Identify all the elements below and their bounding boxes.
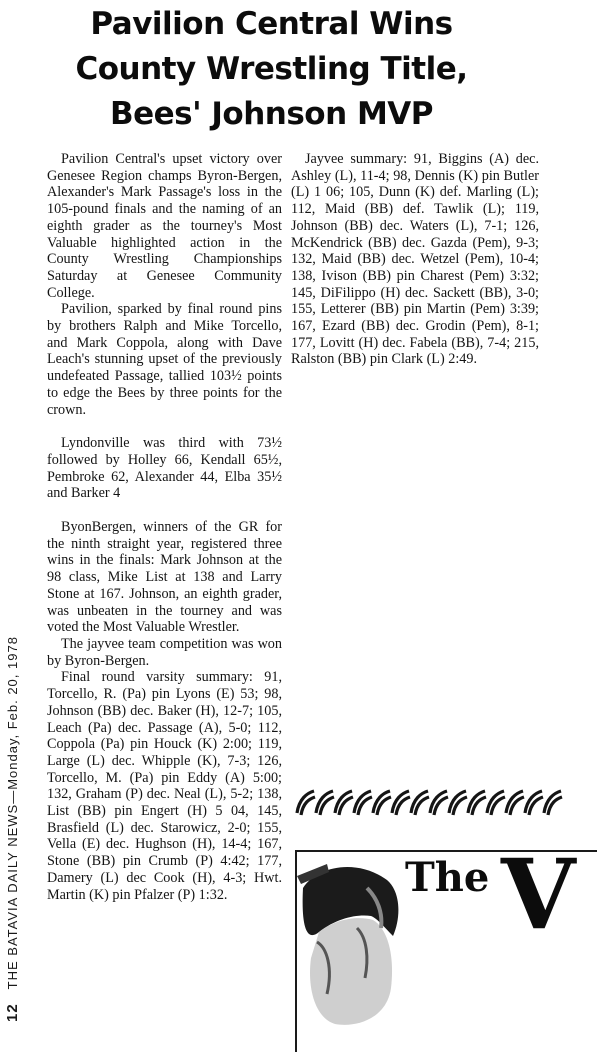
portrait-photo-icon: [297, 858, 401, 1028]
article-paragraph: Lyndonville was third with 73½ followed by Holley 66, Kendall 65½, Pembroke 62, Alexander 44, Elba 35½ and Barker 4: [47, 435, 282, 502]
article-paragraph: ByonBergen, winners of the GR for the ninth straight year, registered three wins in the finals: Mark Johnson at the 98 class, Mike List at 138 and Larry Stone at 167. Johnson, an eighth grader, was unbeaten in the tourney and was voted the Most Valuable Wrestler.: [47, 519, 282, 636]
scallop-pattern: [297, 791, 562, 815]
article-column-right: [291, 151, 539, 368]
headline-line-1: Pavilion Central Wins: [90, 6, 453, 42]
headline-line-2: County Wrestling Title,: [75, 51, 468, 87]
headline-line-3: Bees' Johnson MVP: [109, 96, 434, 132]
ad-word: The: [405, 854, 490, 901]
advertisement: [295, 838, 576, 1024]
headline: [0, 2, 543, 137]
article-paragraph: Pavilion Central's upset victory over Genesee Region champs Byron-Bergen, Alexander's Mark Passage's loss in the 105-pound finals and the naming of an eighth grader as the tourney's Most Valuable highlighted action in the County Wrestling Championships Saturday at Genesee Community College.: [47, 151, 282, 301]
article-column-left: [47, 151, 282, 903]
article-paragraph: Pavilion, sparked by final round pins by brothers Ralph and Mike Torcello, and Mark Coppola, along with Dave Leach's stunning upset of the previously undefeated Passage, tallied 103½ points to edge the Bees by three points for the crown.: [47, 301, 282, 418]
newspaper-dateline: THE BATAVIA DAILY NEWS—Monday, Feb. 20, 1978: [5, 636, 20, 990]
page-number: 12: [4, 1003, 21, 1022]
decorative-border-icon: [297, 787, 543, 817]
jayvee-summary: Jayvee summary: 91, Biggins (A) dec. Ashley (L), 11-4; 98, Dennis (K) pin Butler (L) 1 06; 105, Dunn (K) def. Marling (L); 112, Maid (BB) def. Tawlik (L); 119, Johnson (BB) dec. Waters (L), 7-1; 126, McKendrick (BB) dec. Gazda (Pem), 9-3; 132, Maid (BB) dec. Wetzel (Pem), 10-4; 138, Ivison (BB) pin Charest (Pem) 3:32; 145, DiFilippo (H) dec. Sackett (BB), 3-0; 155, Letterer (BB) pin Martin (Pem) 3:39; 167, Ezard (BB) dec. Grodin (Pem), 8-1; 177, Lovitt (H) dec. Fabela (BB), 7-4; 215, Ralston (BB) pin Clark (L) 2:49.: [291, 151, 539, 368]
varsity-summary: Final round varsity summary: 91, Torcello, R. (Pa) pin Lyons (E) 53; 98, Johnson (BB) dec. Baker (H), 12-7; 105, Leach (Pa) dec. Passage (A), 5-0; 112, Coppola (Pa) pin Houck (K) 2:00; 119, Large (L) dec. Whipple (K), 7-3; 126, Torcello, M. (Pa) pin Eddy (A) 5:00; 132, Graham (P) dec. Neal (L), 5-2; 138, List (BB) pin Engert (H) 5 04, 145, Brasfield (L) dec. Starowicz, 2-0; 155, Vella (E) dec. Hughson (H), 14-4; 167, Stone (BB) pin Crumb (P) 4:42; 177, Damery (L) dec Cook (H), 4-3; Hwt. Martin (K) pin Pfalzer (P) 1:32.: [47, 669, 282, 903]
article-paragraph: The jayvee team competition was won by Byron-Bergen.: [47, 635, 282, 669]
ad-big-letter: V: [501, 838, 576, 951]
page-spine-label: [4, 636, 21, 1022]
